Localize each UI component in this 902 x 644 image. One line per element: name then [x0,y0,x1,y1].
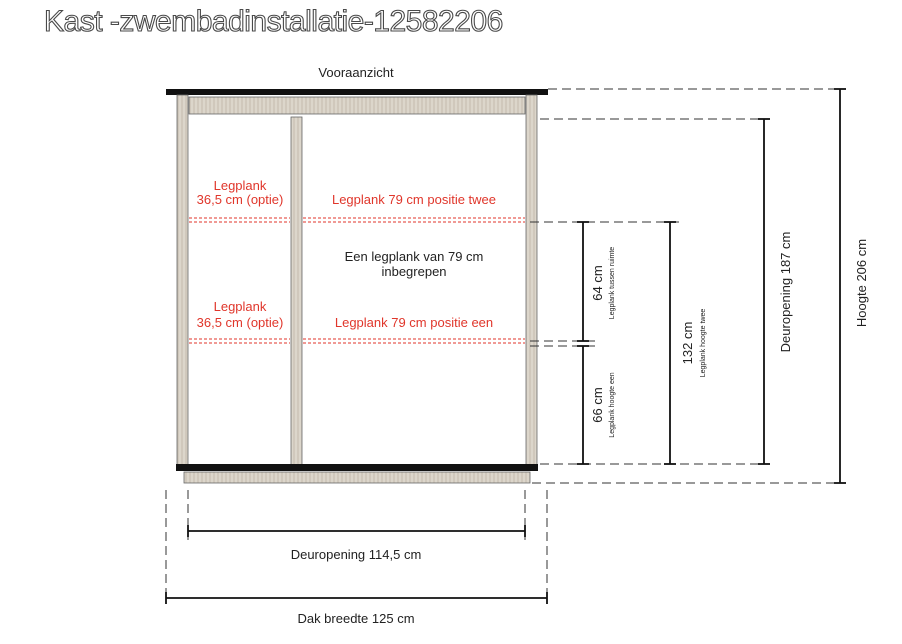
bottom-bar [176,464,538,471]
right-post [526,95,537,465]
dim-66-sub: Legplank hoogte een [609,372,616,438]
included-shelf-line2: inbegrepen [381,264,447,279]
dim-roof-width: Dak breedte 125 cm [297,611,415,626]
shelf-label-right-lower: Legplank 79 cm positie een [334,315,494,330]
dim-64: 64 cm [590,265,605,301]
dim-132: 132 cm [680,321,695,365]
shelf-label-right-upper: Legplank 79 cm positie twee [331,192,497,207]
page-title: Kast -zwembadinstallatie-12582206 [44,5,503,38]
included-shelf-line1: Een legplank van 79 cm [344,249,484,264]
dim-66: 66 cm [590,387,605,423]
left-post [177,95,188,465]
dim-132-sub: Legplank hoogte twee [700,308,707,378]
view-label: Vooraanzicht [318,65,394,80]
floor-plank [184,472,530,483]
dimension-lines [577,89,846,483]
shelf-label-left-lower-1: Legplank [213,299,267,314]
dim-total-height: Hoogte 206 cm [854,238,869,328]
roof-bar [166,89,548,95]
bottom-extension-lines [166,490,547,600]
top-rail [189,97,525,114]
shelf-label-left-upper-1: Legplank [213,178,267,193]
dim-door-width: Deuropening 114,5 cm [290,547,422,562]
shelf-label-left-lower-2: 36,5 cm (optie) [196,315,284,330]
dim-door-height: Deuropening 187 cm [778,231,793,353]
shelf-label-left-upper-2: 36,5 cm (optie) [196,192,284,207]
dim-64-sub: Legplank tussen ruimte [609,246,616,320]
bottom-dimension-lines [166,525,547,604]
middle-post [291,117,302,465]
